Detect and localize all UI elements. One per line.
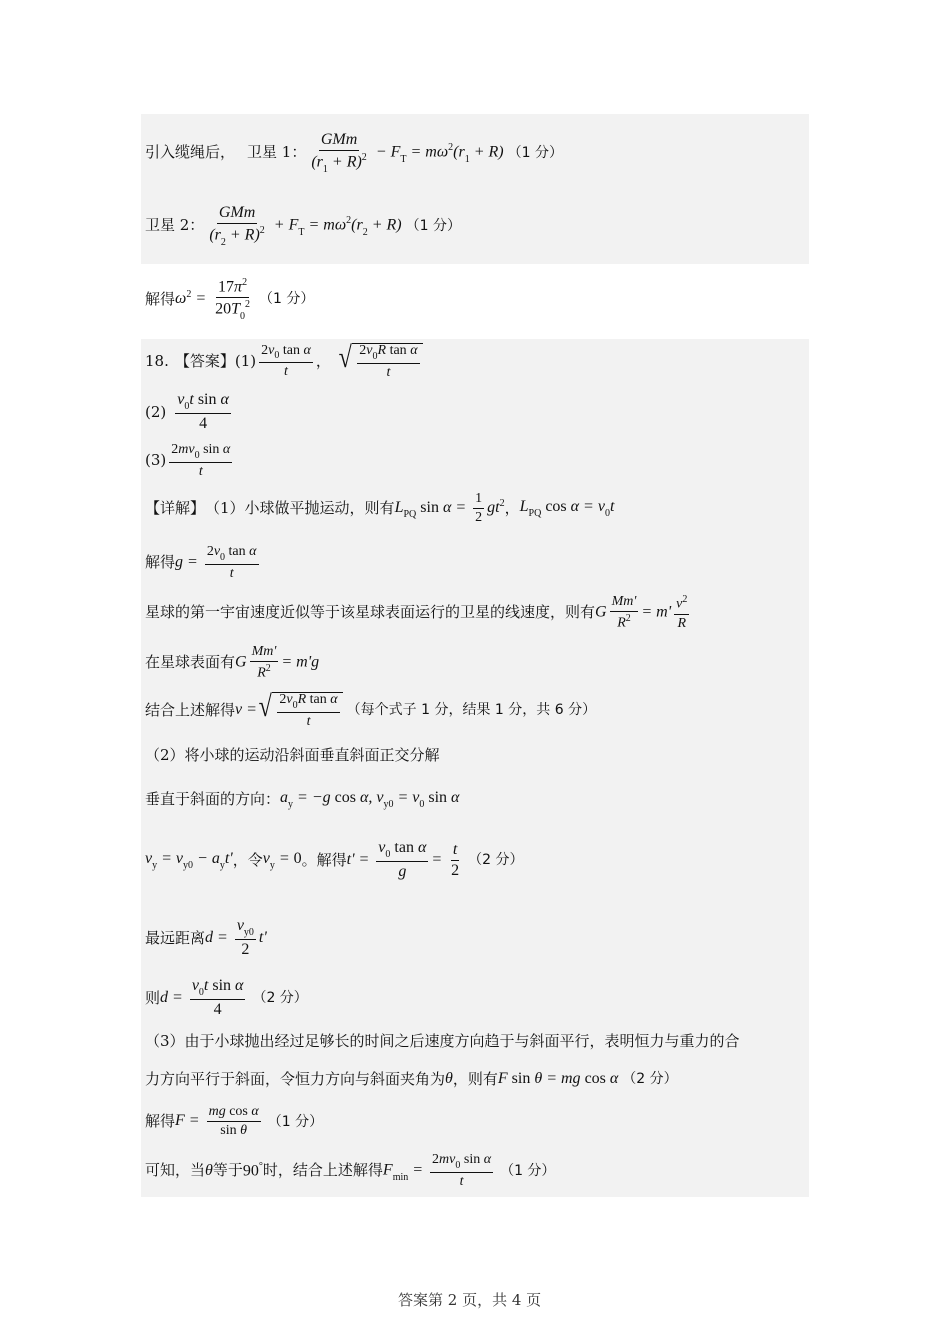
farthest-distance: 最远距离 d = $\frac{v_{y0}}{2}$ t' <box>145 917 267 959</box>
answer-18-2: (2) $\frac{v_0t \sin \alpha}{4}$ <box>145 391 229 433</box>
answer-18-3: (3) $\frac{2mv_0 \sin \alpha}{t}$ <box>145 442 231 479</box>
F-min: 可知，当 θ 等于 90° 时，结合上述解得 $F_{min}$ = $\frac{2mv_0 \sin \alpha}{t}$ （1 分） <box>145 1152 556 1189</box>
surface-gravity: 在星球表面有 G $\frac{Mm'}{R^2}$ = m'g <box>145 644 320 681</box>
line-omega: 解得 $\omega^2$ = $\frac{17\pi^2}{20T_0^2}$ （1 分） <box>145 277 315 322</box>
page-footer: 答案第 2 页，共 4 页 <box>398 1291 542 1309</box>
answer-18: 18. 【答案】 (1) $\frac{2v_0 \tan \alpha}{t}$ ， √ $\frac{2v_0R \tan \alpha}{t}$ <box>145 343 423 380</box>
result-d: 则 d = $\frac{v_0t \sin \alpha}{4}$ （2 分） <box>145 977 308 1019</box>
detail-2: （2）将小球的运动沿斜面垂直斜面正交分解 <box>145 746 440 764</box>
first-cosmic: 星球的第一宇宙速度近似等于该星球表面运行的卫星的线速度，则有 G $\frac{Mm'}{R^2}$ = m' $\frac{v^2}{R}$ <box>145 594 688 631</box>
line-sat2: 卫星 2： $\frac{\text{GMm}}{(r_2 + R)^2}$ + $F_T = m\omega^2(r_2 + R)$ （1 分） <box>145 204 461 248</box>
detail-3b: 力方向平行于斜面，令恒力方向与斜面夹角为 θ ，则有 F sin θ = mg cos α （2 分） <box>145 1069 678 1088</box>
solve-t: $v_y = v_{y0} - a_yt'$ ，令 $v_y = 0$ 。解得 t' = $\frac{v_0 \tan \alpha}{g}$ = $\frac{t}{2}$ （2 分） <box>145 839 524 881</box>
line-sat1: 引入缆绳后， 卫星 1： $\frac{\text{GMm}}{(r_1 + R)^2}$ − $F_T = m\omega^2(r_1 + R)$ （1 分） <box>145 131 563 175</box>
detail-3a: （3）由于小球抛出经过足够长的时间之后速度方向趋于与斜面平行，表明恒力与重力的合 <box>145 1032 740 1050</box>
perp-direction: 垂直于斜面的方向： $a_y = -g$ cos α, $v_{y0} = v_0$ sin α <box>145 789 460 811</box>
solve-F: 解得 F = $\frac{\text{mg cos α}}{\text{sin θ}}$ （1 分） <box>145 1104 324 1138</box>
detail-1: 【详解】 （1）小球做平抛运动，则有 $L_{PQ}$ sin α = $\frac{1}{2}$ $gt^2$ ， $L_{PQ}$ $\cos \alpha = v_0t$ <box>145 491 615 525</box>
solution-panel-18 <box>141 339 809 1197</box>
solve-g: 解得 g = $\frac{2v_0 \tan \alpha}{t}$ <box>145 544 257 581</box>
combine-v: 结合上述解得 v = √ $\frac{2v_0R \tan \alpha}{t}$ （每个式子 1 分，结果 1 分，共 6 分） <box>145 690 597 729</box>
